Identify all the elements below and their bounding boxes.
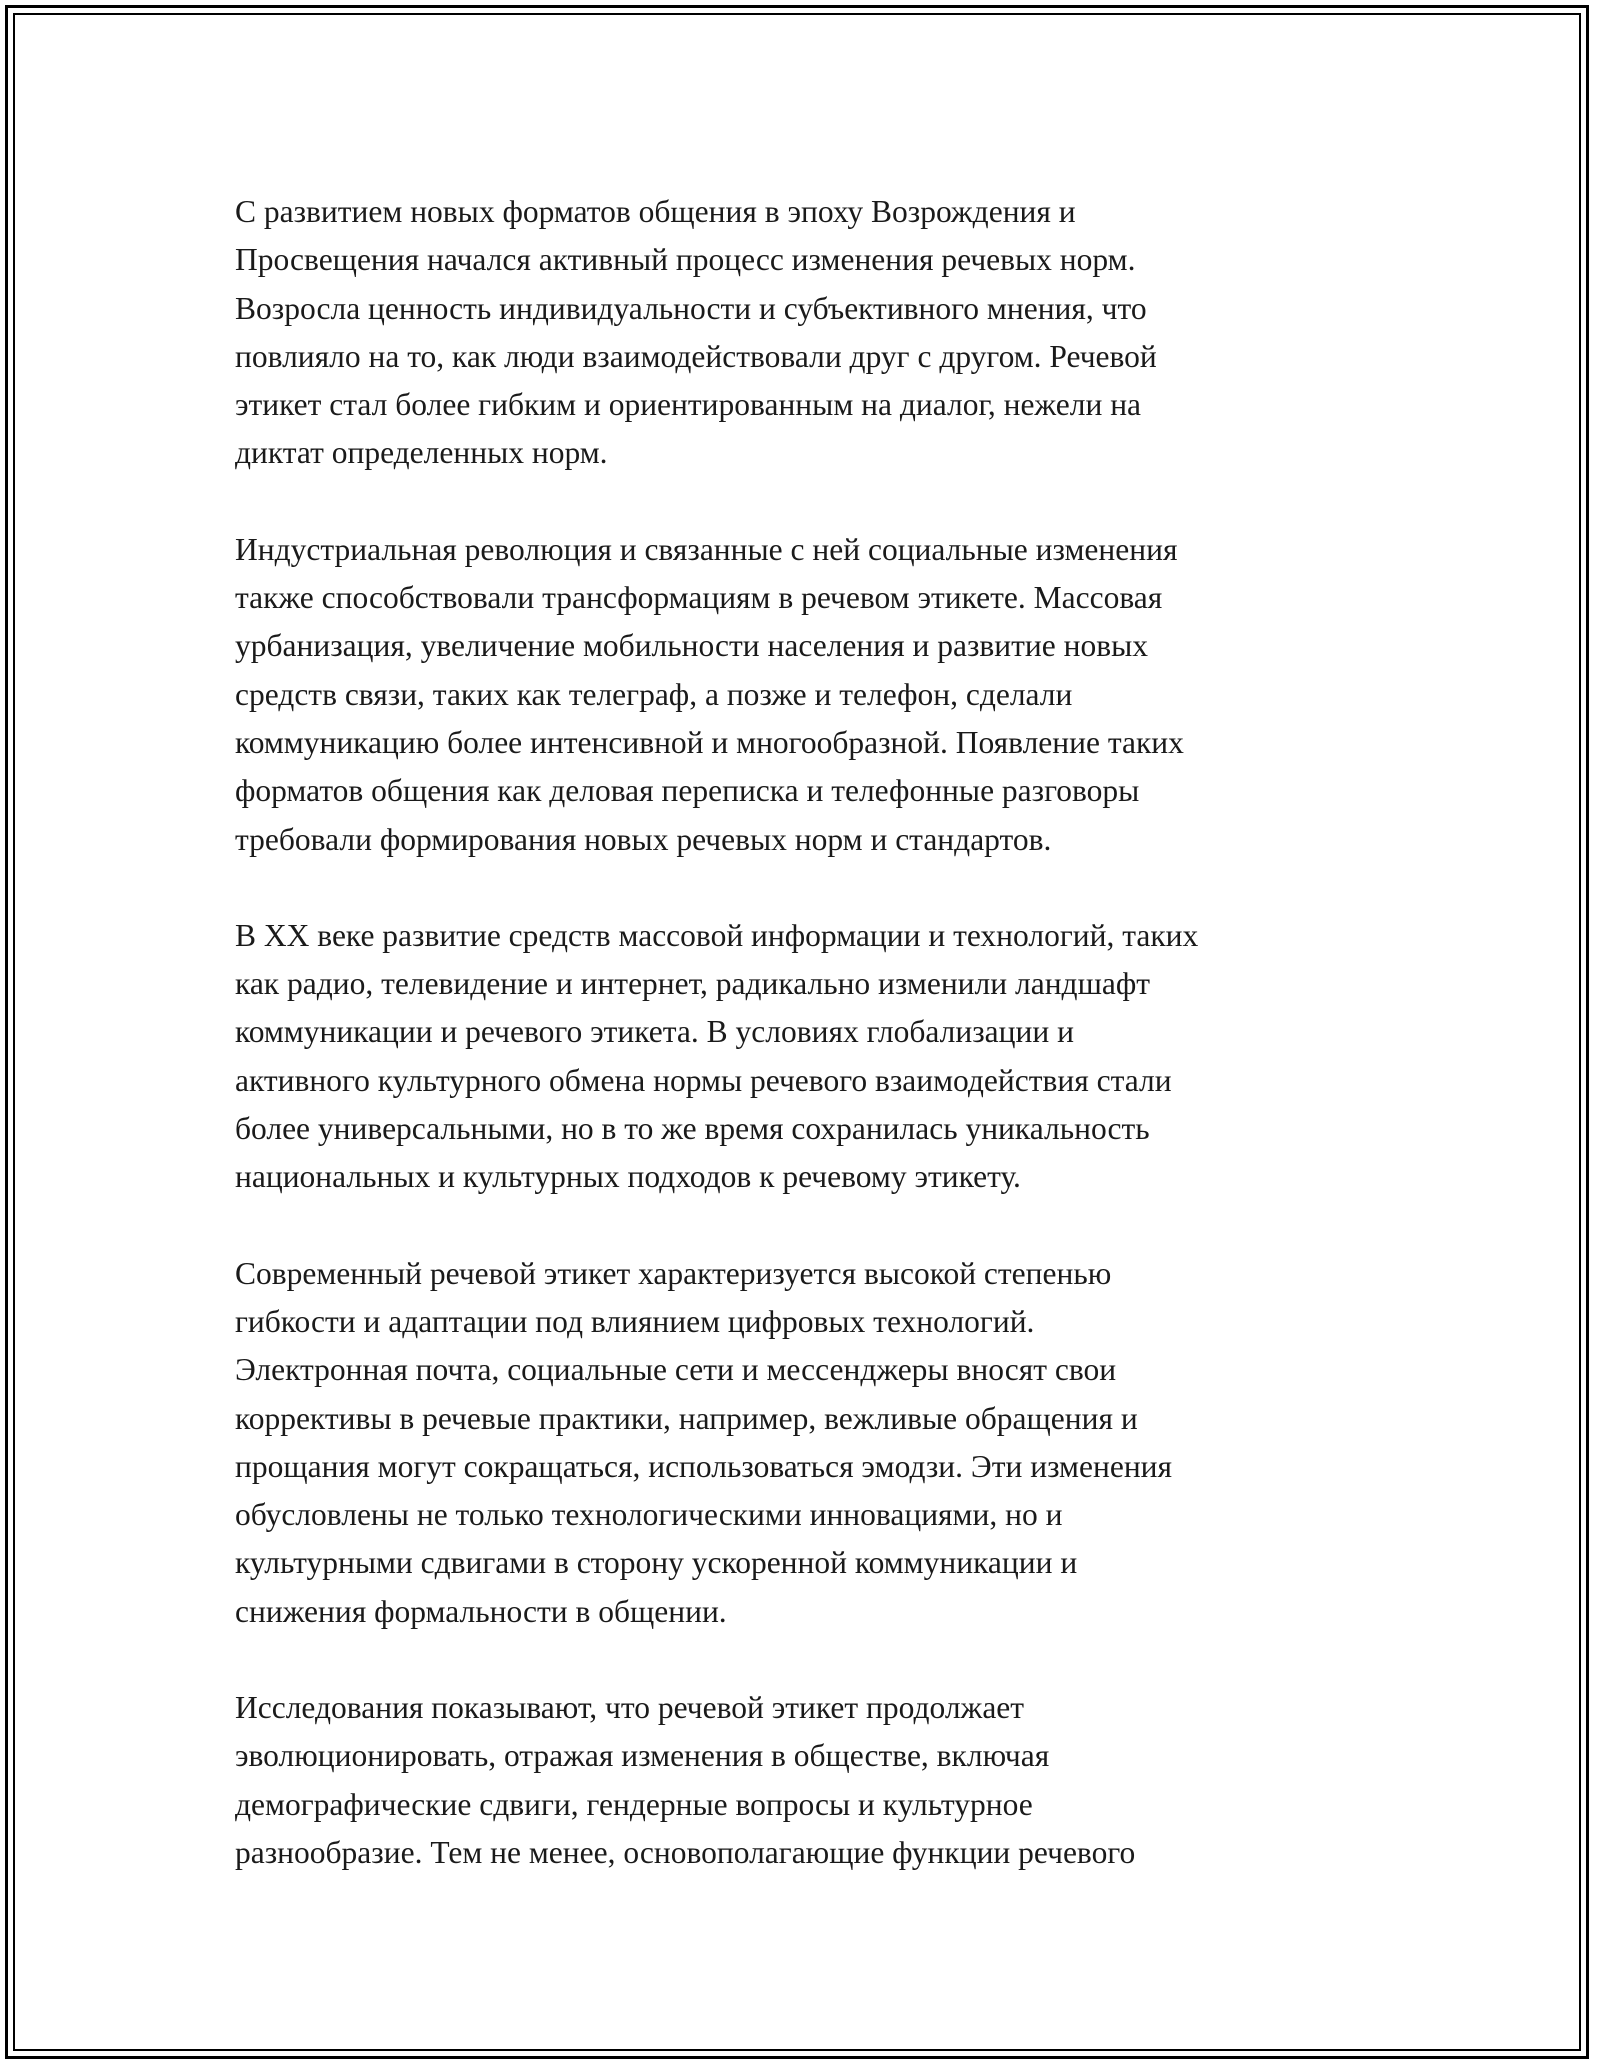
text-line: более универсальными, но в то же время сохранилась уникальность: [235, 1111, 1150, 1147]
text-line: демографические сдвиги, гендерные вопросы и культурное: [235, 1786, 1033, 1822]
text-line: Исследования показывают, что речевой этикет продолжает: [235, 1690, 1025, 1726]
paragraph-twentieth-century: [235, 912, 1385, 1202]
text-line: снижения формальности в общении.: [235, 1593, 727, 1629]
text-line: Просвещения начался активный процесс изменения речевых норм.: [235, 242, 1136, 278]
text-line: урбанизация, увеличение мобильности населения и развитие новых: [235, 628, 1148, 664]
text-line: Индустриальная революция и связанные с ней социальные изменения: [235, 531, 1178, 567]
text-line: культурными сдвигами в сторону ускоренной коммуникации и: [235, 1545, 1078, 1581]
paragraph-modern-etiquette: [235, 1250, 1385, 1636]
text-line: прощания могут сокращаться, использоваться эмодзи. Эти изменения: [235, 1448, 1173, 1484]
text-line: гибкости и адаптации под влиянием цифровых технологий.: [235, 1303, 1035, 1339]
text-line: С развитием новых форматов общения в эпоху Возрождения и: [235, 194, 1076, 229]
text-line: Современный речевой этикет характеризуется высокой степенью: [235, 1255, 1112, 1291]
text-line: коррективы в речевые практики, например, вежливые обращения и: [235, 1400, 1138, 1436]
text-line: В XX веке развитие средств массовой информации и технологий, таких: [235, 917, 1199, 953]
text-line: коммуникацию более интенсивной и многообразной. Появление таких: [235, 724, 1184, 760]
text-line: разнообразие. Тем не менее, основополагающие функции речевого: [235, 1834, 1136, 1870]
text-line: также способствовали трансформациям в речевом этикете. Массовая: [235, 580, 1163, 616]
paragraph-renaissance: [235, 188, 1385, 478]
text-line: форматов общения как деловая переписка и телефонные разговоры: [235, 773, 1140, 809]
paragraph-industrial-revolution: [235, 526, 1385, 864]
text-line: средств связи, таких как телеграф, а позже и телефон, сделали: [235, 676, 1073, 712]
text-line: этикет стал более гибким и ориентированным на диалог, нежели на: [235, 387, 1142, 423]
text-line: диктат определенных норм.: [235, 435, 608, 471]
paragraph-research: [235, 1684, 1385, 1877]
text-line: активного культурного обмена нормы речевого взаимодействия стали: [235, 1062, 1172, 1098]
text-line: как радио, телевидение и интернет, радикально изменили ландшафт: [235, 966, 1150, 1002]
text-line: Возросла ценность индивидуальности и субъективного мнения, что: [235, 290, 1147, 326]
text-line: коммуникации и речевого этикета. В условиях глобализации и: [235, 1014, 1074, 1050]
text-line: Электронная почта, социальные сети и мессенджеры вносят свои: [235, 1352, 1117, 1388]
text-line: повлияло на то, как люди взаимодействовали друг с другом. Речевой: [235, 338, 1157, 374]
text-line: требовали формирования новых речевых норм и стандартов.: [235, 821, 1052, 857]
text-line: эволюционировать, отражая изменения в обществе, включая: [235, 1738, 1050, 1774]
text-line: обусловлены не только технологическими инновациями, но и: [235, 1497, 1063, 1533]
text-line: национальных и культурных подходов к речевому этикету.: [235, 1159, 1021, 1195]
document-body: [235, 188, 1385, 1925]
